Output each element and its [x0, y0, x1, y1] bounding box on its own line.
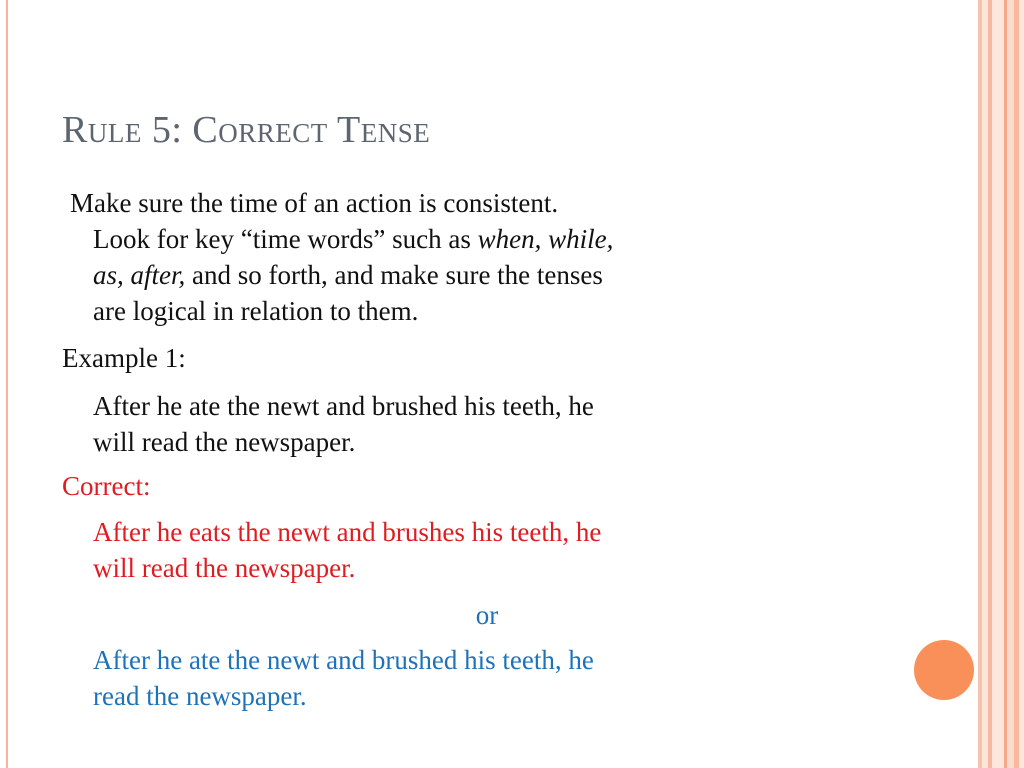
- right-decorative-stripes: [978, 0, 1024, 768]
- stripe: [1019, 0, 1024, 768]
- intro-line-3: [62, 257, 862, 293]
- intro-line-1: Make sure the time of an action is consistent.: [70, 188, 559, 218]
- example-line-1: After he ate the newt and brushed his teeth, he: [93, 391, 594, 421]
- intro-paragraph: [62, 185, 862, 329]
- time-words-emphasis-2: as, after,: [93, 260, 186, 290]
- time-words-emphasis: when, while,: [477, 224, 614, 254]
- correct-line-2: will read the newspaper.: [93, 553, 356, 583]
- intro-line-4: are logical in relation to them.: [93, 296, 419, 326]
- accent-circle-icon: [914, 640, 974, 700]
- example-line-2: will read the newspaper.: [93, 427, 356, 457]
- example-label: Example 1:: [62, 343, 186, 373]
- intro-line-2-text: Look for key “time words” such as: [93, 224, 478, 254]
- correct-label: Correct:: [62, 471, 151, 501]
- intro-line-2: [62, 221, 862, 257]
- slide-title: Rule 5: Correct Tense: [62, 109, 431, 151]
- correct-sentence: [93, 514, 873, 586]
- correct-line-1: After he eats the newt and brushes his teeth, he: [93, 517, 602, 547]
- intro-line-3-text: and so forth, and make sure the tenses: [185, 260, 603, 290]
- stripe: [992, 0, 1004, 768]
- alternative-sentence: [93, 642, 873, 714]
- stripe: [1007, 0, 1014, 768]
- left-border-line: [6, 0, 8, 768]
- alternative-line-2: read the newspaper.: [93, 681, 307, 711]
- or-separator: or: [475, 600, 499, 630]
- alternative-line-1: After he ate the newt and brushed his teeth, he: [93, 645, 594, 675]
- example-sentence: [93, 388, 873, 460]
